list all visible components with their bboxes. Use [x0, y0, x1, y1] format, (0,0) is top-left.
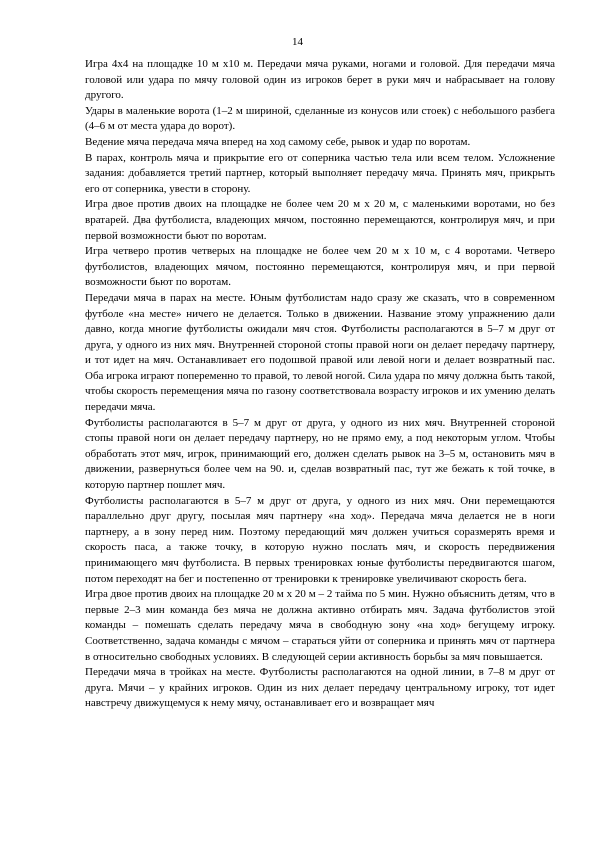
paragraph-2: Удары в маленькие ворота (1–2 м шириной, сделанные из конусов или стоек) с небольшого разбега (4–6 м от места удара до ворот).: [85, 104, 555, 133]
paragraph-4: В парах, контроль мяча и прикрытие его от соперника частью тела или всем телом. Усложнение задания: добавляется третий партнер, который выполняет передачу мяча. Принять мяч, прикрыть его от соперника, увести в сторону.: [85, 151, 555, 195]
paragraph-8: Футболисты располагаются в 5–7 м друг от друга, у одного из них мяч. Внутренней стороной стопы правой ноги он делает передачу партнеру, но не прямо ему, а под некоторым углом. Чтобы обработать этот мяч, игрок, принимающий его, должен сделать рывок на 3–5 м, остановить мяч в движении, развернуться более чем на 90. и, сделав возвратный пас, тут же бежать к той точке, в которую партнер пошлет мяч.: [85, 416, 555, 492]
paragraph-10: Игра двое против двоих на площадке 20 м х 20 м – 2 тайма по 5 мин. Нужно объяснить детям, что в первые 2–3 мин команда без мяча не должна активно отбирать мяч. Задача футболистов этой команды – помешать сделать передачу мяча в свободную зону «на ход» бегущему игроку. Соответственно, задача команды с мячом – стараться уйти от соперника и принять мяч от партнера в относительно свободных условиях. В следующей серии активность борьбы за мяч повышается.: [85, 588, 555, 663]
paragraph-1: Игра 4х4 на площадке 10 м х10 м. Передачи мяча руками, ногами и головой. Для передачи мяча головой или удара по мячу головой один из игроков берет в руки мяч и набрасывает на голову другого.: [85, 58, 555, 102]
page-body: [85, 57, 555, 712]
paragraph-9: Футболисты располагаются в 5–7 м друг от друга, у одного из них мяч. Они перемещаются параллельно друг другу, посылая мяч партнеру «на ход». Передача мяча делается не в ноги партнеру, а в зону перед ним. Поэтому передающий мяч должен учиться соразмерять время и скорость паса, а также точку, в которую нужно послать мяч, и скорость передвижения принимающего мяч футболиста. В первых тренировках юные футболисты передвигаются шагом, потом переходят на бег и постепенно от тренировки к тренировке увеличивают скорость бега.: [85, 494, 555, 585]
paragraph-3: Ведение мяча передача мяча вперед на ход самому себе, рывок и удар по воротам.: [85, 135, 471, 148]
paragraph-5: Игра двое против двоих на площадке не более чем 20 м х 20 м, с маленькими воротами, но без вратарей. Два футболиста, владеющих мячом, постоянно перемещаются, контролируя мяч, и при первой возможности бьют по воротам.: [85, 198, 555, 242]
page-number: 14: [292, 36, 303, 48]
paragraph-6: Игра четверо против четверых на площадке не более чем 20 м х 10 м, с 4 воротами. Четверо футболистов, владеющих мячом, постоянно перемещаются, контролируя мяч, и при первой возможности бьют по воротам.: [85, 245, 555, 289]
paragraph-11: Передачи мяча в тройках на месте. Футболисты располагаются на одной линии, в 7–8 м друг от друга. Мячи – у крайних игроков. Один из них делает передачу центральному игроку, тот идет навстречу движущемуся к нему мячу, останавливает его и возвращает мяч: [85, 666, 555, 710]
paragraph-7: Передачи мяча в парах на месте. Юным футболистам надо сразу же сказать, что в современном футболе «на месте» ничего не делается. Только в движении. Название этому упражнению дали давно, когда многие футболисты ожидали мяч стоя. Футболисты располагаются в 5–7 м друг от друга, у одного из них мяч. Внутренней стороной стопы правой ноги он делает передачу партнеру, и тот идет на мяч. Останавливает его подошвой правой или левой ноги и делает возвратный пас. Оба игрока играют попеременно то правой, то левой ногой. Сила удара по мячу должна быть такой, чтобы скорость перемещения мяча по газону соответствовала возрасту игроков и их умению делать передачи мяча.: [85, 291, 555, 414]
